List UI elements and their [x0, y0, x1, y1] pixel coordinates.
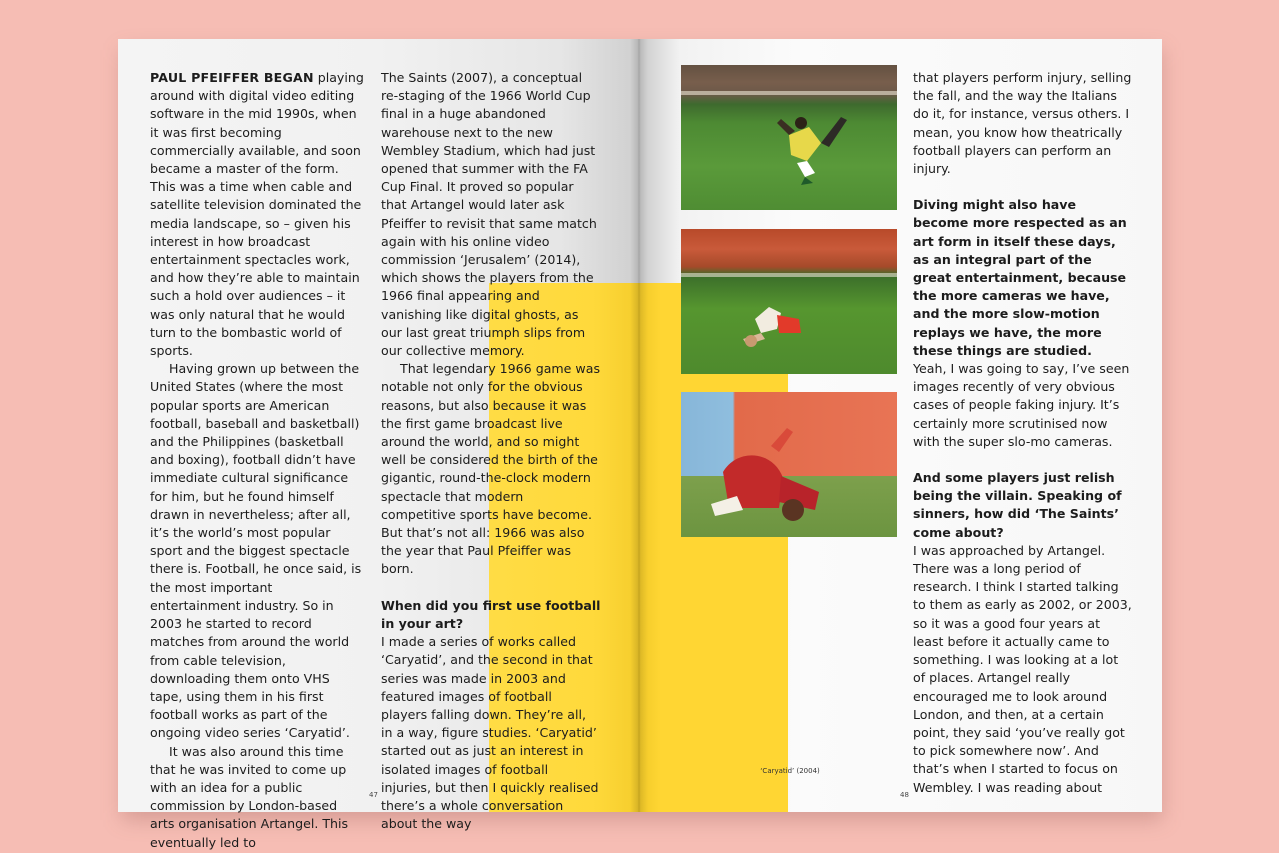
column-2 — [381, 69, 601, 833]
page-number-left: 47 — [369, 791, 378, 799]
interview-answer: Yeah, I was going to say, I’ve seen images recently of very obvious cases of people faking injury. It’s certainly more scrutinised now with the super slo-mo cameras. — [913, 361, 1130, 449]
paragraph: Having grown up between the United States (where the most popular sports are American football, baseball and basketball) and the Philippines (basketball and boxing), football didn’t have immediate cultural significance for him, but he found himself drawn in nevertheless; after all, it’s the world’s most popular sport and the biggest spectacle there is. Football, he once said, is the most important entertainment industry. So in 2003 he started to record matches from around the world from cable television, downloading them onto VHS tape, using them in his first football works as part of the ongoing video series ‘Caryatid’. — [150, 361, 362, 741]
figure-caption: ‘Caryatid’ (2004) — [760, 767, 820, 775]
player-figure-2 — [681, 229, 897, 374]
interview-question: Diving might also have become more respected as an art form in itself these days, as an integral part of the great entertainment, because the more cameras we have, and the more slow-motion replays we have, the more these things are studied. — [913, 197, 1127, 358]
column-3 — [913, 69, 1133, 797]
page-number-right: 48 — [900, 791, 909, 799]
photo-fallen-player-1 — [681, 65, 897, 210]
paragraph: That legendary 1966 game was notable not only for the obvious reasons, but also because it was the first game broadcast live around the world, and so might well be considered the birth of the gigantic, round-the-clock modern spectacle that modern competitive sports have become. But that’s not all: 1966 was also the year that Paul Pfeiffer was born. — [381, 361, 601, 577]
interview-question: And some players just relish being the villain. Speaking of sinners, how did ‘The Saints’ come about? — [913, 470, 1122, 540]
photo-fallen-player-3 — [681, 392, 897, 537]
paragraph-intro — [150, 69, 365, 360]
lead-in: PAUL PFEIFFER BEGAN — [150, 70, 314, 85]
player-figure-1 — [681, 65, 897, 210]
intro-text: playing around with digital video editing software in the mid 1990s, when it was first becoming commercially available, and soon became a master of the form. This was a time when cable and satellite television dominated the media landscape, so – given his interest in how broadcast entertainment spectacles work, and how they’re able to maintain such a hold over audiences – it was only natural that he would turn to the bombastic world of sports. — [150, 70, 364, 359]
interview-answer: I made a series of works called ‘Caryatid’, and the second in that series was made in 2003 and featured images of football players falling down. They’re all, in a way, figure studies. ‘Caryatid’ started out as just an interest in isolated images of football injuries, but then I quickly realised there’s a whole conversation about the way — [381, 634, 599, 832]
paragraph: The Saints (2007), a conceptual re-staging of the 1966 World Cup final in a huge abandoned warehouse next to the new Wembley Stadium, which had just opened that summer with the FA Cup Final. It proved so popular that Artangel would later ask Pfeiffer to revisit that same match again with his online video commission ‘Jerusalem’ (2014), which shows the players from the 1966 final appearing and vanishing like digital ghosts, as our last great triumph slips from our collective memory. — [381, 70, 597, 359]
player-figure-3 — [681, 392, 897, 537]
interview-answer: that players perform injury, selling the fall, and the way the Italians do it, for instance, versus others. I mean, you know how theatrically football players can perform an injury. — [913, 70, 1132, 177]
photo-fallen-player-2 — [681, 229, 897, 374]
paragraph: It was also around this time that he was invited to come up with an idea for a public commission by London-based arts organisation Artangel. This eventually led to — [150, 743, 349, 850]
column-1 — [150, 69, 365, 852]
interview-question: When did you first use football in your art? — [381, 597, 601, 631]
interview-answer: I was approached by Artangel. There was a long period of research. I think I started talking to them as early as 2002, or 2003, so it was a good four years at least before it actually came to something. I was looking at a lot of places. Artangel really encouraged me to look around London, and then, at a certain point, they said ‘you’ve really got to pick somewhere now’. And that’s when I started to focus on Wembley. I was reading about — [913, 542, 1132, 795]
